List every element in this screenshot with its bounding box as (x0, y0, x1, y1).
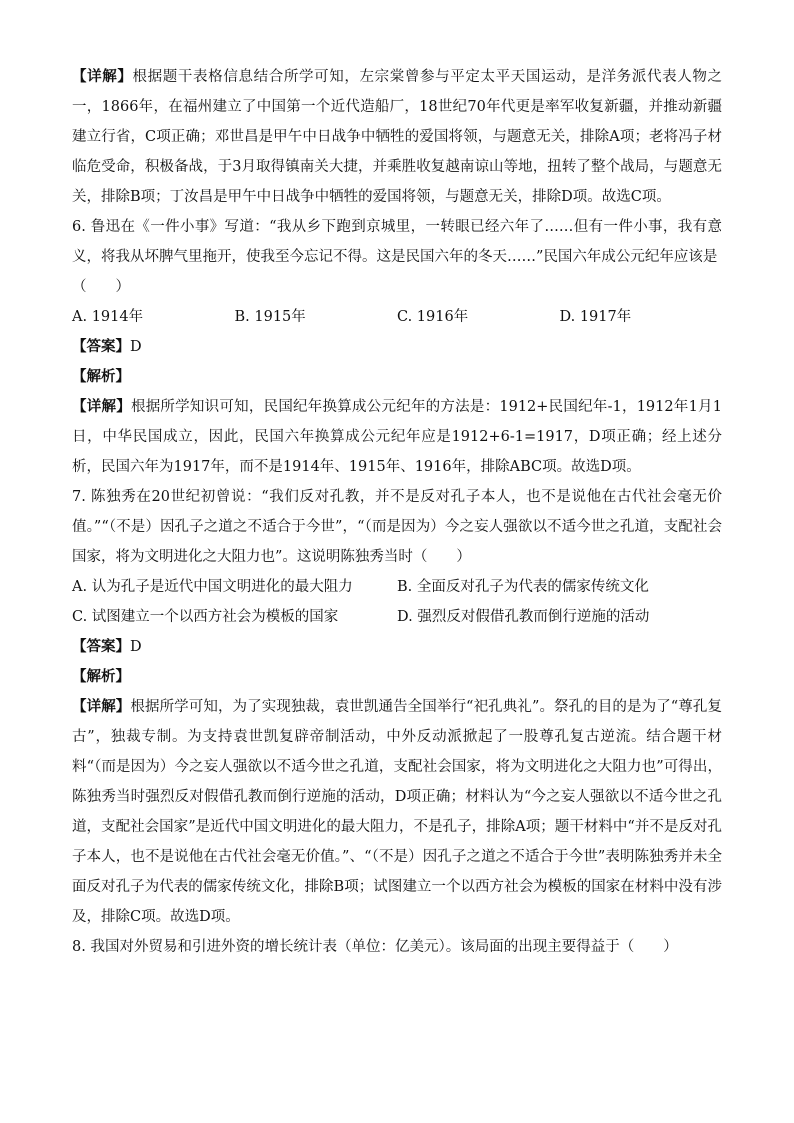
q6-analysis-label: 【解析】 (72, 368, 130, 385)
detail-label: 【详解】 (72, 398, 131, 415)
q7-option-a: A. 认为孔子是近代中国文明进化的最大阻力 (72, 579, 353, 595)
q7-analysis-label: 【解析】 (72, 668, 130, 685)
q8-stem-text: 8. 我国对外贸易和引进外资的增长统计表（单位：亿美元）。该局面的出现主要得益于（ ） (72, 939, 678, 955)
q7-answer (72, 632, 722, 662)
q6-stem (72, 212, 722, 272)
answer-label: 【答案】 (72, 338, 130, 355)
q5-detail (72, 62, 722, 212)
q6-option-c: C. 1916年 (397, 309, 469, 325)
q7-detail-text: 根据所学可知，为了实现独裁，袁世凯通告全国举行“祀孔典礼”。祭孔的目的是为了“尊孔复古”，独裁专制。为支持袁世凯复辟帝制活动，中外反动派掀起了一股尊孔复古逆流。结合题干材料“（而是因为）今之妄人强欲以不适今世之孔道，支配社会国家，将为文明进化之大阻力也”可得出，陈独秀当时强烈反对假借孔教而倒行逆施的活动，D项正确；材料认为“今之妄人强欲以不适今世之孔道，支配社会国家”是近代中国文明进化的最大阻力，不是孔子，排除A项；题干材料中“并不是反对孔子本人，也不是说他在古代社会毫无价值。”、“（不是）因孔子之道之不适合于今世”表明陈独秀并未全面反对孔子为代表的儒家传统文化，排除B项；试图建立一个以西方社会为模板的国家在材料中没有涉及，排除C项。故选D项。 (72, 699, 722, 925)
q6-detail (72, 392, 722, 482)
q6-blank: （ ） (72, 279, 130, 295)
q6-option-a: A. 1914年 (72, 309, 144, 325)
q6-stem-text: 6. 鲁迅在《一件小事》写道：“我从乡下跑到京城里，一转眼已经六年了……但有一件小事，我有意义，将我从坏脾气里拖开，使我至今忘记不得。这是民国六年的冬天……”民国六年成公元纪年应该是 (72, 219, 722, 265)
q7-option-b: B. 全面反对孔子为代表的儒家传统文化 (397, 579, 649, 595)
document-page (72, 62, 722, 962)
q7-option-c: C. 试图建立一个以西方社会为模板的国家 (72, 609, 339, 625)
q7-options-row1 (72, 572, 722, 602)
q7-options-row2 (72, 602, 722, 632)
q6-options (72, 302, 722, 332)
q7-detail (72, 692, 722, 932)
q6-option-b: B. 1915年 (234, 309, 306, 325)
detail-label: 【详解】 (72, 698, 131, 715)
q6-option-d: D. 1917年 (559, 309, 632, 325)
q7-answer-value: D (130, 639, 142, 655)
q7-option-d: D. 强烈反对假借孔教而倒行逆施的活动 (397, 609, 650, 625)
q7-stem (72, 482, 722, 572)
answer-label: 【答案】 (72, 638, 130, 655)
q6-answer-value: D (130, 339, 142, 355)
q8-stem (72, 932, 722, 962)
q5-detail-text: 根据题干表格信息结合所学可知，左宗棠曾参与平定太平天国运动，是洋务派代表人物之一，1866年，在福州建立了中国第一个近代造船厂，18世纪70年代更是率军收复新疆，并推动新疆建立行省，C项正确；邓世昌是甲午中日战争中牺牲的爱国将领，与题意无关，排除A项；老将冯子材临危受命，积极备战，于3月取得镇南关大捷，并乘胜收复越南谅山等地，扭转了整个战局，与题意无关，排除B项；丁汝昌是甲午中日战争中牺牲的爱国将领，与题意无关，排除D项。故选C项。 (72, 69, 723, 205)
detail-label: 【详解】 (72, 68, 133, 85)
q6-answer (72, 332, 722, 362)
q7-stem-text: 7. 陈独秀在20世纪初曾说：“我们反对孔教，并不是反对孔子本人，也不是说他在古代社会毫无价值。”“（不是）因孔子之道之不适合于今世”，“（而是因为）今之妄人强欲以不适今世之孔道，支配社会国家，将为文明进化之大阻力也”。这说明陈独秀当时（ ） (72, 489, 722, 565)
q6-detail-text: 根据所学知识可知，民国纪年换算成公元纪年的方法是：1912+民国纪年-1，1912年1月1日，中华民国成立，因此，民国六年换算成公元纪年应是1912+6-1=1917，D项正确；经上述分析，民国六年为1917年，而不是1914年、1915年、1916年，排除ABC项。故选D项。 (72, 399, 722, 475)
